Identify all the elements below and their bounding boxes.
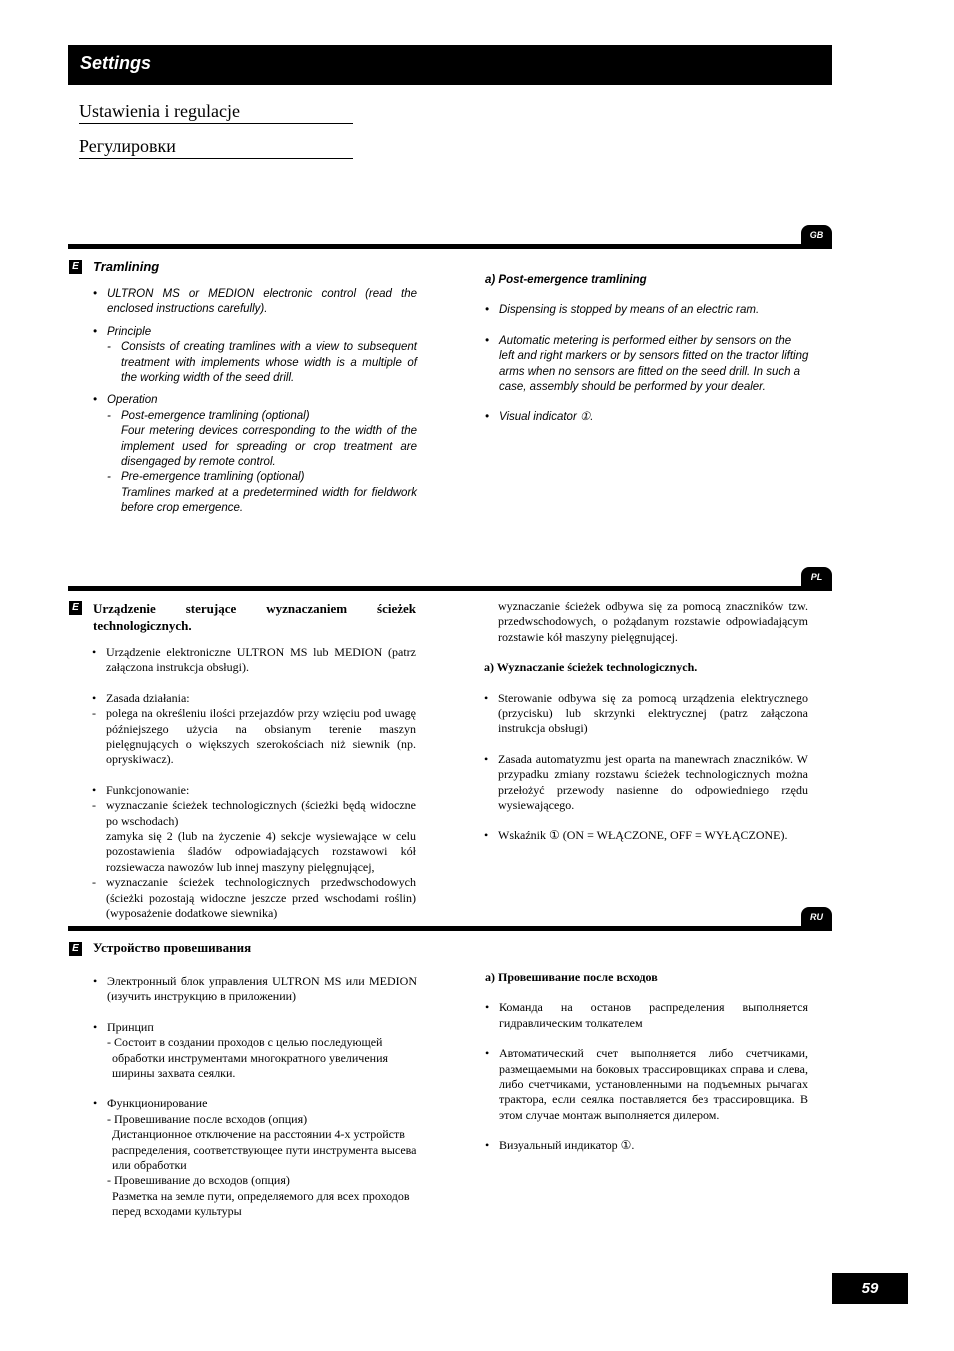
list-item: • Dispensing is stopped by means of an electric ram. xyxy=(485,304,760,317)
section-heading-pl: Urządzenie sterujące wyznaczaniem ścieżek technologicznych. xyxy=(93,601,416,633)
section-rule-gb xyxy=(68,244,832,249)
ru-left-column xyxy=(93,974,417,1220)
sub-item: - Pre-emergence tramlining (optional) Tramlines marked at a predetermined width for fieldwork before crop emergence. xyxy=(107,471,417,515)
list-item: • Электронный блок управления ULTRON MS или MEDION (изучить инструкцию в приложении) xyxy=(93,974,417,1004)
list-item: • Visual indicator ①. xyxy=(485,411,594,424)
list-item: • Operation xyxy=(93,394,158,407)
sub-item: - polega na określeniu ilości przejazdów przy wzięciu pod uwagę późniejszego użycia na obsianym terenie maszyn pielęgnujących o większych szerokościach niż siewnik (np. opryskiwacz). xyxy=(92,706,416,767)
subsection-heading: a) Wyznaczanie ścieżek technologicznych. xyxy=(484,660,698,675)
sub-item: - wyznaczanie ścieżek technologicznych przedwschodowych (ścieżki pozostają widoczne jeszcze przed wschodami roślin) (wyposażenie dodatkowe siewnika) xyxy=(92,875,416,921)
header-bar xyxy=(68,45,832,85)
continuation-text: wyznaczanie ścieżek odbywa się za pomocą znaczników tzw. przedwschodowych, o pożądanym rozstawie odpowiadającym rozstawie kół maszyny pielęgnującej. xyxy=(498,599,808,644)
lang-tab-ru: RU xyxy=(801,907,832,927)
list-item: • ULTRON MS or MEDION electronic control (read the enclosed instructions carefully). xyxy=(93,288,417,316)
sub-item: - Состоит в создании проходов с целью последующей обработки инструментами многократного увеличения ширины захвата сеялки. xyxy=(107,1035,389,1081)
sub-item: - Consists of creating tramlines with a view to subsequent treatment with implements whose width is a multiple of the working width of the seed drill. xyxy=(107,341,417,385)
pl-right-column xyxy=(484,599,808,844)
section-rule-ru xyxy=(68,926,832,931)
page-number: 59 xyxy=(832,1273,908,1304)
gb-left-column xyxy=(93,287,417,517)
section-marker-ru: E xyxy=(69,942,82,956)
ru-right-column xyxy=(485,970,808,1154)
subsection-heading: a) Провешивание после всходов xyxy=(485,970,658,984)
list-item: • Команда на останов распределения выполняется гидравлическим толкателем xyxy=(485,1000,808,1030)
section-marker-gb: E xyxy=(69,260,82,274)
subsection-heading: a) Post-emergence tramlining xyxy=(485,274,647,286)
list-item: • Zasada automatyzmu jest oparta na manewrach znaczników. W przypadku zmiany rozstawu ścieżek technologicznych można przełożyć przewody nasienne do odpowiedniego rzędu wysiewającego. xyxy=(484,751,808,813)
sub-item: - Post-emergence tramlining (optional) Four metering devices corresponding to the width of the implement used for spreading or crop treatment are disengaged by remote control. xyxy=(107,409,417,469)
list-item: • Zasada działania: xyxy=(92,690,190,705)
list-item: • Principle xyxy=(93,325,152,338)
list-item: • Автоматический счет выполняется либо счетчиками, размещаемыми на боковых трассировщиках справа и слева, либо счетчиками, установленными на подъемных рычагах трактора, если сеялка поставляется без трассировщика. В этом случае монтаж выполняется дилером. xyxy=(485,1046,808,1122)
section-heading-ru: Устройство провешивания xyxy=(93,940,252,955)
list-item: • Automatic metering is performed either by sensors on the left and right markers or by sensors fitted on the tractor lifting arms when no sensors are fitted on the seed drill. In such a case, assembly should be performed by your dealer. xyxy=(485,334,809,394)
section-marker-pl: E xyxy=(69,601,82,615)
lang-tab-pl: PL xyxy=(801,567,832,587)
section-rule-pl xyxy=(68,586,832,591)
list-item: • Визуальный индикатор ①. xyxy=(485,1138,635,1153)
sub-item: - Провешивание после всходов (опция) Дистанционное отключение на расстоянии 4-х устройств распределения, соответствующее пути инструмента высева или обработки - Провешивание до всходов (опция) Разметка на земле пути, определяемого для всех проходов перед всходами культуры xyxy=(107,1111,417,1219)
list-item: • Wskaźnik ① (ON = WŁĄCZONE, OFF = WYŁĄCZONE). xyxy=(484,828,788,843)
pl-left-column xyxy=(92,645,416,922)
gb-right-column xyxy=(485,273,809,426)
lang-tab-gb: GB xyxy=(801,225,832,245)
list-item: • Принцип xyxy=(93,1019,154,1034)
list-item: • Funkcjonowanie: xyxy=(92,782,190,797)
section-heading-gb: Tramlining xyxy=(93,259,160,274)
list-item: • Функционирование xyxy=(93,1096,208,1111)
list-item: • Sterowanie odbywa się za pomocą urządzenia elektrycznego (przycisku) lub skrzynki elektrycznej (patrz załączona instrukcja obsługi) xyxy=(484,690,808,736)
subtitle-russian: Регулировки xyxy=(79,136,353,159)
sub-item: - wyznaczanie ścieżek technologicznych (ścieżki będą widoczne po wschodach) zamyka się 2 (lub na życzenie 4) sekcje wysiewające w celu pozostawienia śladów odpowiadających rozstawowi kół rozsiewacza nawozów lub innej maszyny pielęgnującej, xyxy=(92,798,416,874)
list-item: • Urządzenie elektroniczne ULTRON MS lub MEDION (patrz załączona instrukcja obsługi). xyxy=(92,645,416,675)
page-title: Settings xyxy=(80,53,152,73)
subtitle-polish: Ustawienia i regulacje xyxy=(79,101,353,124)
